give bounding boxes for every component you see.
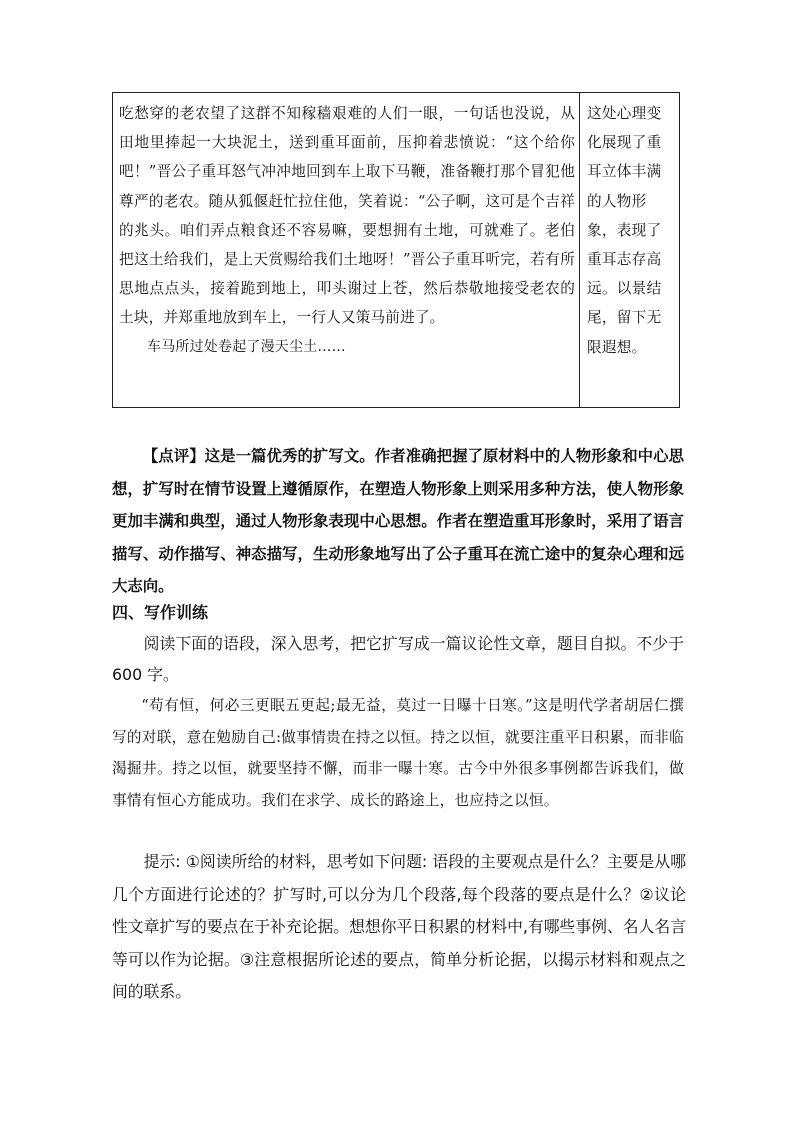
excerpt-table [112, 92, 680, 408]
table-main-cell [119, 99, 575, 362]
review-comment: 【点评】这是一篇优秀的扩写文。作者准确把握了原材料中的人物形象和中心思想，扩写时在情节设置上遵循原作，在塑造人物形象上则采用多种方法，使人物形象更加丰满和典型，通过人物形象表现中心思想。作者在塑造重耳形象时，采用了语言描写、动作描写、神态描写，生动形象地写出了公子重耳在流亡途中的复杂心理和远大志向。 [112, 447, 684, 595]
table-column-divider [579, 93, 580, 407]
writing-hint: 提示: ①阅读所给的材料，思考如下问题: 语段的主要观点是什么？主要是从哪几个方面进行论述的？扩写时,可以分为几个段落,每个段落的要点是什么？②议论性文章扩写的要点在于补充论据。想想你平日积累的材料中,有哪些事例、名人名言等可以作为论据。③注意根据所论述的要点，简单分析论据，以揭示材料和观点之间的联系。 [112, 852, 686, 1001]
table-side-note-cell [587, 99, 675, 362]
reading-passage: “苟有恒，何必三更眠五更起;最无益，莫过一日曝十日寒。”这是明代学者胡居仁撰写的对联，意在勉励自己:做事情贵在持之以恒。持之以恒，就要注重平日积累，而非临渴掘井。持之以恒，就要坚持不懈，而非一曝十寒。古今中外很多事例都告诉我们，做事情有恒心方能成功。我们在求学、成长的路途上，也应持之以恒。 [112, 697, 684, 809]
task-instruction: 阅读下面的语段，深入思考，把它扩写成一篇议论性文章，题目自拟。不少于 600 字。 [112, 634, 684, 684]
excerpt-last-line: 车马所过处卷起了漫天尘土…… [147, 338, 346, 355]
side-note: 这处心理变化展现了重耳立体丰满的人物形象，表现了重耳志存高远。以景结尾，留下无限遐想。 [587, 105, 662, 356]
excerpt-paragraph: 吃愁穿的老农望了这群不知稼穑艰难的人们一眼，一句话也没说，从田地里捧起一大块泥土，送到重耳面前，压抑着悲愤说：“这个给你吧！”晋公子重耳怒气冲冲地回到车上取下马鞭，准备鞭打那个冒犯他尊严的老农。随从狐偃赶忙拉住他，笑着说：“公子啊，这可是个吉祥的兆头。咱们弄点粮食还不容易嘛，要想拥有土地，可就难了。老伯把这土给我们，是上天赏赐给我们土地呀！”晋公子重耳听完，若有所思地点点头，接着跪到地上，叩头谢过上苍，然后恭敬地接受老农的土块，并郑重地放到车上，一行人又策马前进了。 [119, 105, 575, 327]
section-heading: 四、写作训练 [112, 603, 209, 622]
